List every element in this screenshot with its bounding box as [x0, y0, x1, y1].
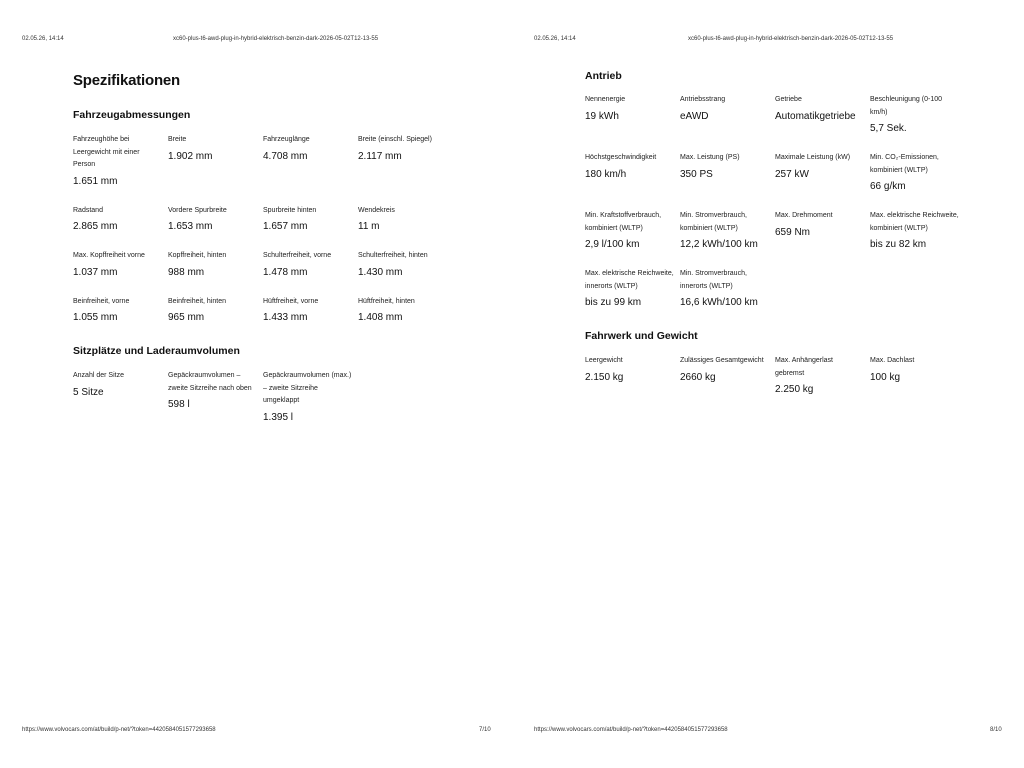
spec-item	[680, 94, 775, 136]
spec-item	[585, 268, 680, 310]
spec-label: Max. Kopffreiheit vorne	[73, 252, 145, 259]
spec-label: Hüftfreiheit, vorne	[263, 297, 319, 305]
spec-item	[263, 134, 358, 189]
spec-label: Beinfreiheit, vorne	[73, 297, 130, 305]
spec-item	[168, 205, 263, 235]
spec-item	[358, 134, 453, 189]
spec-label: Höchstgeschwindigkeit	[585, 154, 657, 161]
spec-value: 2.150 kg	[585, 371, 624, 383]
page-number: 7/10	[479, 727, 491, 733]
section-seats-cargo	[73, 345, 453, 441]
spec-label: Max. elektrische Reichweite, innerorts (WLTP)	[585, 270, 674, 290]
section-powertrain	[585, 70, 965, 326]
spec-value: 965 mm	[168, 312, 205, 323]
spec-value: bis zu 82 km	[870, 239, 927, 250]
section-title: Fahrwerk und Gewicht	[585, 330, 698, 342]
spec-label: Max. Dachlast	[870, 357, 915, 364]
spec-label: Max. elektrische Reichweite, kombiniert (WLTP)	[870, 212, 959, 232]
spec-value: 598 l	[168, 399, 190, 410]
spec-label: Schulterfreiheit, vorne	[263, 252, 332, 259]
spec-item	[263, 296, 358, 326]
spec-item	[870, 94, 965, 136]
spec-label: Max. Drehmoment	[775, 212, 833, 219]
page-title: Spezifikationen	[73, 72, 181, 89]
spec-label: Wendekreis	[358, 206, 395, 214]
spec-value: eAWD	[680, 110, 709, 122]
spec-value: 5 Sitze	[73, 386, 104, 398]
spec-label: Max. Leistung (PS)	[680, 154, 740, 161]
spec-value: 350 PS	[680, 168, 713, 180]
spec-item	[680, 210, 775, 252]
spec-value: 1.433 mm	[263, 312, 308, 323]
spec-value: 12,2 kWh/100 km	[680, 239, 758, 250]
header-date: 02.05.26, 14:14	[534, 36, 576, 42]
page-content	[585, 70, 965, 413]
spec-item	[680, 355, 775, 397]
spec-value: 1.430 mm	[358, 266, 403, 278]
spec-item	[358, 250, 453, 280]
spec-item	[585, 94, 680, 136]
spec-label: Max. Anhängerlast gebremst	[775, 357, 833, 377]
spec-value: 1.657 mm	[263, 221, 308, 232]
spec-item	[870, 152, 965, 194]
spec-grid	[585, 94, 965, 326]
spec-label: Breite (einschl. Spiegel)	[358, 136, 432, 143]
spec-label: Beschleunigung (0-100 km/h)	[870, 96, 942, 116]
spec-value: 659 Nm	[775, 226, 811, 238]
spec-label: Hüftfreiheit, hinten	[358, 297, 415, 305]
spec-label: Spurbreite hinten	[263, 206, 317, 214]
spec-value: bis zu 99 km	[585, 297, 642, 308]
spec-label: Vordere Spurbreite	[168, 206, 227, 214]
spec-value: 2660 kg	[680, 371, 716, 383]
spec-value: 1.651 mm	[73, 175, 118, 187]
spec-item	[358, 296, 453, 326]
spec-value: 11 m	[358, 221, 380, 232]
spec-grid	[73, 134, 453, 341]
spec-value: 2.865 mm	[73, 221, 118, 232]
spec-item	[73, 370, 168, 425]
section-vehicle-dimensions	[73, 109, 453, 341]
spec-item	[73, 296, 168, 326]
spec-value: 180 km/h	[585, 168, 627, 180]
spec-item	[680, 152, 775, 194]
spec-item	[775, 355, 870, 397]
spec-value: 4.708 mm	[263, 150, 308, 162]
spec-label: Beinfreiheit, hinten	[168, 297, 226, 305]
spec-label: Min. Stromverbrauch, innerorts (WLTP)	[680, 270, 747, 290]
spec-label: Schulterfreiheit, hinten	[358, 252, 428, 259]
section-title: Antrieb	[585, 70, 622, 82]
spec-value: 1.037 mm	[73, 266, 118, 278]
spec-item	[680, 268, 775, 310]
spec-value: 1.902 mm	[168, 150, 213, 162]
spec-value: 1.653 mm	[168, 221, 213, 232]
spec-value: 2.250 kg	[775, 384, 814, 395]
spec-label: Maximale Leistung (kW)	[775, 154, 851, 161]
spec-label: Breite	[168, 136, 187, 143]
section-chassis-weight	[585, 330, 965, 413]
section-title: Fahrzeugabmessungen	[73, 109, 191, 121]
spec-item	[73, 205, 168, 235]
spec-label: Min. Stromverbrauch, kombiniert (WLTP)	[680, 212, 747, 232]
spec-item	[358, 205, 453, 235]
spec-label: Gepäckraumvolumen (max.) – zweite Sitzreihe umgeklappt	[263, 372, 352, 404]
spec-label: Nennenergie	[585, 96, 626, 103]
spec-item	[585, 152, 680, 194]
header-url: xc60-plus-t6-awd-plug-in-hybrid-elektrisch-benzin-dark-2026-05-02T12-13-55	[173, 36, 379, 42]
spec-grid	[585, 355, 965, 413]
spec-label: Kopffreiheit, hinten	[168, 252, 227, 259]
header-date: 02.05.26, 14:14	[22, 36, 64, 42]
footer-url: https://www.volvocars.com/at/build/p-net/?token=4420584051577293658	[534, 727, 728, 733]
spec-label: Fahrzeughöhe bei Leergewicht mit einer Person	[73, 136, 140, 168]
page-number: 8/10	[990, 727, 1002, 733]
spec-value: 66 g/km	[870, 181, 906, 192]
spec-item	[870, 355, 965, 397]
spec-item	[585, 210, 680, 252]
spec-item	[168, 250, 263, 280]
spec-label: Leergewicht	[585, 357, 623, 364]
spec-value: 2.117 mm	[358, 150, 402, 162]
spec-value: 257 kW	[775, 168, 809, 180]
spec-label: Min. CO₂-Emissionen, kombiniert (WLTP)	[870, 154, 939, 174]
spec-value: 16,6 kWh/100 km	[680, 297, 758, 308]
spec-value: 1.055 mm	[73, 312, 118, 323]
spec-item	[263, 250, 358, 280]
spec-item	[73, 250, 168, 280]
spec-item	[585, 355, 680, 397]
spec-item	[168, 134, 263, 189]
spec-label: Gepäckraumvolumen – zweite Sitzreihe nach oben	[168, 372, 252, 392]
spec-item	[775, 94, 870, 136]
spec-value: Automatikgetriebe	[775, 110, 856, 122]
spec-label: Antriebsstrang	[680, 96, 726, 103]
header-url: xc60-plus-t6-awd-plug-in-hybrid-elektrisch-benzin-dark-2026-05-02T12-13-55	[688, 36, 894, 42]
spec-grid	[73, 370, 453, 441]
spec-item	[168, 370, 263, 425]
spec-label: Min. Kraftstoffverbrauch, kombiniert (WLTP)	[585, 212, 662, 232]
spec-value: 988 mm	[168, 266, 205, 278]
spec-label: Anzahl der Sitze	[73, 372, 124, 379]
spec-item	[263, 205, 358, 235]
spec-value: 5,7 Sek.	[870, 123, 907, 134]
spec-item	[775, 152, 870, 194]
spec-item	[870, 210, 965, 252]
footer-url: https://www.volvocars.com/at/build/p-net/?token=4420584051577293658	[22, 727, 216, 733]
spec-value: 1.408 mm	[358, 312, 403, 323]
spec-value: 1.478 mm	[263, 266, 308, 278]
spec-item	[73, 134, 168, 189]
spec-value: 19 kWh	[585, 110, 619, 122]
spec-item	[775, 210, 870, 252]
spec-value: 1.395 l	[263, 411, 294, 423]
spec-item	[168, 296, 263, 326]
spec-value: 2,9 l/100 km	[585, 239, 640, 250]
document-page-right	[512, 0, 1024, 768]
spec-item	[263, 370, 358, 425]
spec-label: Fahrzeuglänge	[263, 136, 310, 143]
section-title: Sitzplätze und Laderaumvolumen	[73, 345, 240, 357]
spec-label: Zulässiges Gesamtgewicht	[680, 357, 764, 364]
page-content	[73, 72, 453, 441]
spec-value: 100 kg	[870, 371, 901, 383]
spec-label: Getriebe	[775, 96, 802, 103]
spec-label: Radstand	[73, 206, 103, 214]
